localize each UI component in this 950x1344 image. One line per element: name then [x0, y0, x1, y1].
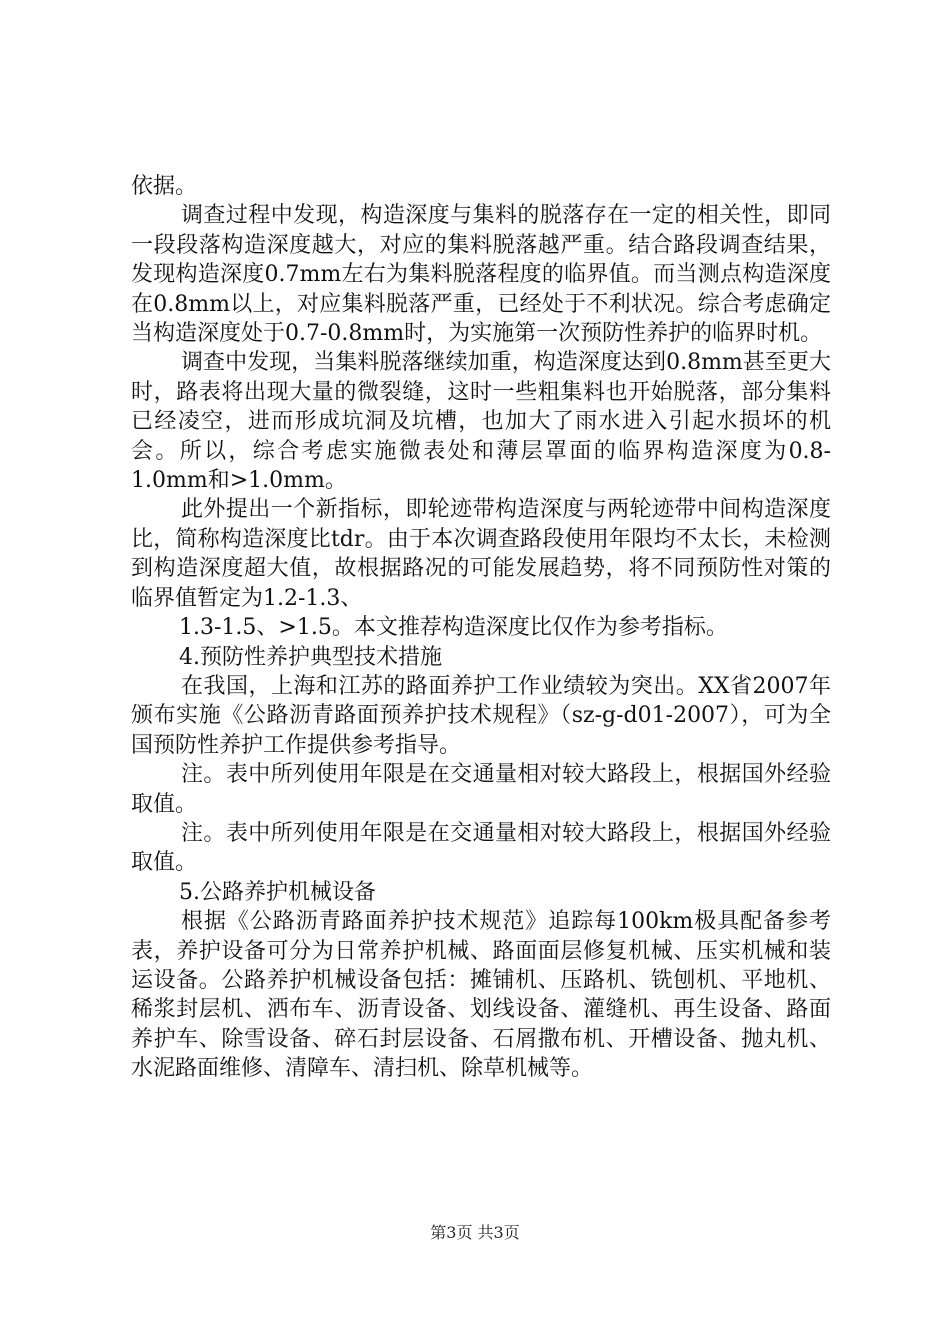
paragraph-equipment-list: 根据《公路沥青路面养护技术规范》追踪每100km极具配备参考表，养护设备可分为日常养护机械、路面面层修复机械、压实机械和装运设备。公路养护机械设备包括：摊铺机、压路机、铣刨机、平地机、稀浆封层机、洒布车、沥青设备、划线设备、灌缝机、再生设备、路面养护车、除雪设备、碎石封层设备、石屑撒布机、开槽设备、抛丸机、水泥路面维修、清障车、清扫机、除草机械等。: [131, 909, 831, 1082]
page-number-footer: 第3页 共3页: [430, 1223, 520, 1242]
paragraph-continuation: 依据。: [131, 174, 198, 199]
paragraph-note-1: 注。表中所列使用年限是在交通量相对较大路段上，根据国外经验取值。: [131, 762, 831, 817]
document-body: [131, 172, 831, 1084]
section-heading-4: 4.预防性养护典型技术措施: [179, 644, 442, 670]
paragraph-note-2: 注。表中所列使用年限是在交通量相对较大路段上，根据国外经验取值。: [131, 820, 831, 876]
paragraph-texture-depth-ratio: 此外提出一个新指标，即轮迹带构造深度与两轮迹带中间构造深度比，简称构造深度比tdr。由于本次调查路段使用年限均不太长，未检测到构造深度超大值，故根据路况的可能发展趋势，将不同预防性对策的临界值暂定为1.2-1.3、: [131, 497, 831, 611]
paragraph-texture-depth-correlation: 调查过程中发现，构造深度与集料的脱落存在一定的相关性，即同一段段落构造深度越大，对应的集料脱落越严重。结合路段调查结果，发现构造深度0.7mm左右为集料脱落程度的临界值。而当测点构造深度在0.8mm以上，对应集料脱落严重，已经处于不利状况。综合考虑确定当构造深度处于0.7-0.8mm时，为实施第一次预防性养护的临界时机。: [131, 203, 831, 347]
section-heading-5: 5.公路养护机械设备: [179, 879, 376, 905]
paragraph-aggregate-loss: 调查中发现，当集料脱落继续加重，构造深度达到0.8mm甚至更大时，路表将出现大量的微裂缝，这时一些粗集料也开始脱落，部分集料已经凌空，进而形成坑洞及坑槽，也加大了雨水进入引起水损坏的机会。所以，综合考虑实施微表处和薄层罩面的临界构造深度为0.8-1.0mm和>1.0mm。: [131, 350, 831, 494]
paragraph-ratio-thresholds: 1.3-1.5、>1.5。本文推荐构造深度比仅作为参考指标。: [179, 615, 728, 641]
paragraph-regional-practice: 在我国，上海和江苏的路面养护工作业绩较为突出。XX省2007年颁布实施《公路沥青路面预养护技术规程》（sz-g-d01-2007），可为全国预防性养护工作提供参考指导。: [131, 673, 831, 758]
